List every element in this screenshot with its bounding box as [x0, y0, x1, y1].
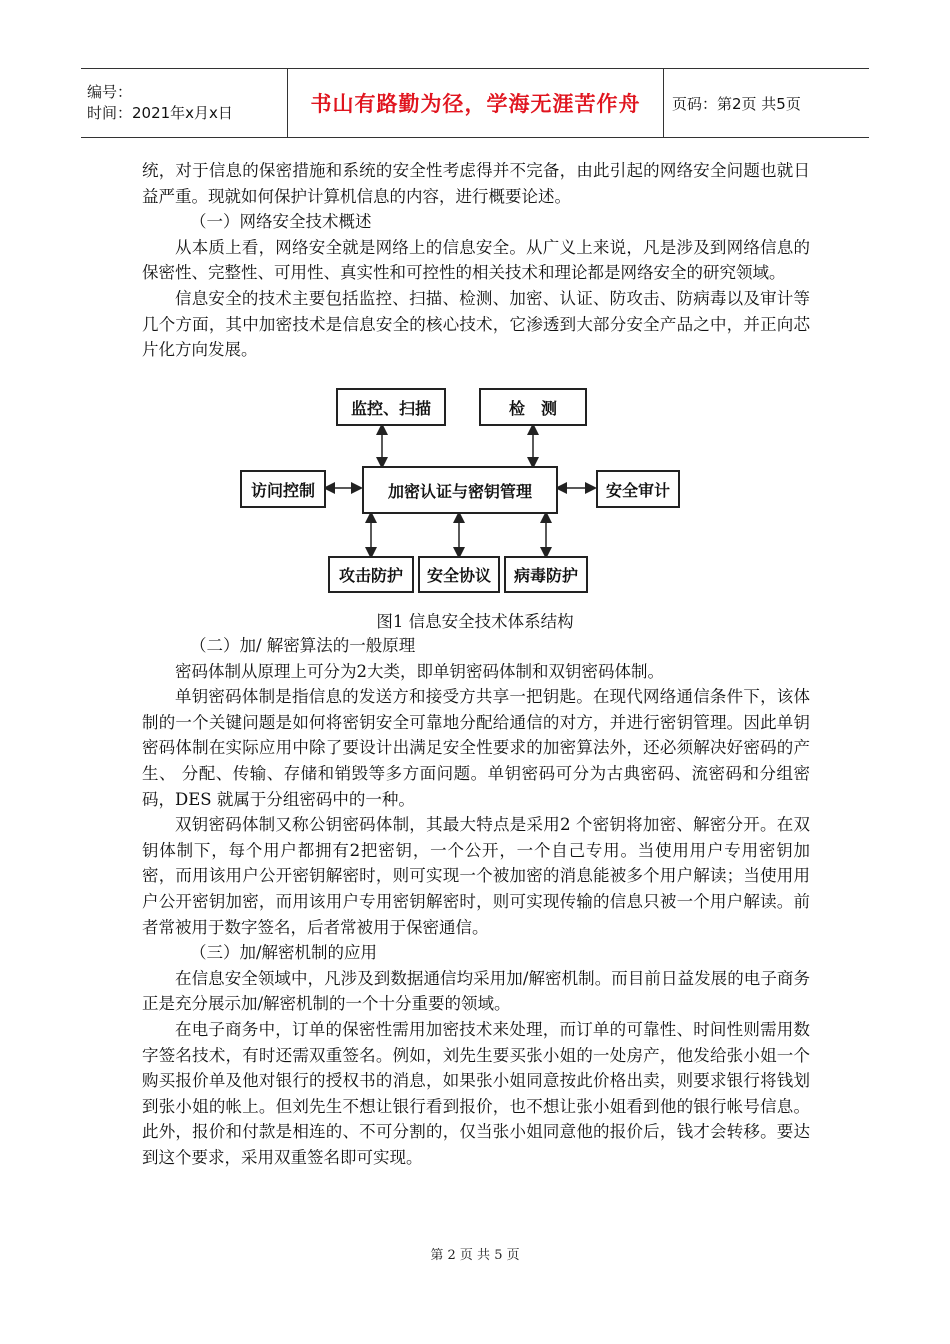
number-label: 编号： [87, 83, 133, 101]
box-virus-protection: 病毒防护 [504, 556, 588, 593]
paragraph: 在电子商务中，订单的保密性需用加密技术来处理，而订单的可靠性、时间性则需用数字签名技术，有时还需双重签名。例如，刘先生要买张小姐的一处房产，他发给张小姐一个购买报价单及他对银行的授权书的消息，如果张小姐同意按此价格出卖，则要求银行将钱划到张小姐的帐上。但刘先生不想让银行看到报价，也不想让张小姐看到他的银行帐号信息。此外，报价和付款是相连的、不可分割的，仅当张小姐同意他的报价后，钱才会转移。要达到这个要求，采用双重签名即可实现。 [142, 1019, 810, 1167]
paragraph: 从本质上看，网络安全就是网络上的信息安全。从广义上来说，凡是涉及到网络信息的保密性、完整性、可用性、真实性和可控性的相关技术和理论都是网络安全的研究领域。 [142, 237, 810, 283]
paragraph: 在信息安全领域中，凡涉及到数据通信均采用加/解密机制。而目前日益发展的电子商务正是充分展示加/解密机制的一个十分重要的领域。 [142, 968, 810, 1014]
motto: 书山有路勤为径，学海无涯苦作舟 [310, 92, 641, 116]
box-detect: 检 测 [479, 388, 587, 426]
box-attack-protection: 攻击防护 [328, 556, 414, 593]
paragraph: 单钥密码体制是指信息的发送方和接受方共享一把钥匙。在现代网络通信条件下，该体制的一个关键问题是如何将密钥安全可靠地分配给通信的对方，并进行密钥管理。因此单钥密码体制在实际应用中除了要设计出满足安全性要求的加密算法外，还必须解决好密码的产生、 分配、传输、存储和销毁等多方面问题。单钥密码可分为古典密码、流密码和分组密码，DES 就属于分组密码中的一种。 [142, 687, 810, 809]
page-info: 页码：第2页 共5页 [672, 94, 801, 113]
section-heading: （三）加/解密机制的应用 [190, 943, 378, 963]
box-encryption-key-management: 加密认证与密钥管理 [362, 466, 558, 514]
section-heading: （一）网络安全技术概述 [190, 212, 372, 232]
paragraph: 统，对于信息的保密措施和系统的安全性考虑得并不完备，由此引起的网络安全问题也就日益严重。现就如何保护计算机信息的内容，进行概要论述。 [142, 161, 810, 206]
box-security-audit: 安全审计 [596, 470, 680, 508]
page-footer: 第 2 页 共 5 页 [430, 1248, 520, 1263]
paragraph: 密码体制从原理上可分为2大类，即单钥密码体制和双钥密码体制。 [175, 661, 664, 681]
header-meta [81, 69, 288, 137]
box-security-protocol: 安全协议 [418, 556, 500, 593]
section-heading: （二）加/ 解密算法的一般原理 [190, 636, 416, 655]
box-access-control: 访问控制 [240, 470, 326, 508]
security-architecture-diagram [240, 388, 680, 593]
body-bottom [142, 633, 810, 1170]
box-monitor-scan: 监控、扫描 [336, 388, 446, 426]
paragraph: 双钥密码体制又称公钥密码体制，其最大特点是采用2 个密钥将加密、解密分开。在双钥体制下，每个用户都拥有2把密钥，一个公开，一个自己专用。当使用用户专用密钥加密，而用该用户公开密钥解密时，则可实现一个被加密的消息能被多个用户解读；当使用用户公开密钥加密，而用该用户专用密钥解密时，则可实现传输的信息只被一个用户解读。前者常被用于数字签名，后者常被用于保密通信。 [142, 815, 810, 937]
figure-caption: 图1 信息安全技术体系结构 [376, 612, 574, 631]
header-motto-cell [288, 69, 664, 137]
page-header [81, 68, 869, 138]
body-top [142, 158, 810, 363]
time-label: 时间：2021年x月x日 [87, 104, 233, 122]
paragraph: 信息安全的技术主要包括监控、扫描、检测、加密、认证、防攻击、防病毒以及审计等几个方面，其中加密技术是信息安全的核心技术，它渗透到大部分安全产品之中，并正向芯片化方向发展。 [142, 288, 810, 360]
